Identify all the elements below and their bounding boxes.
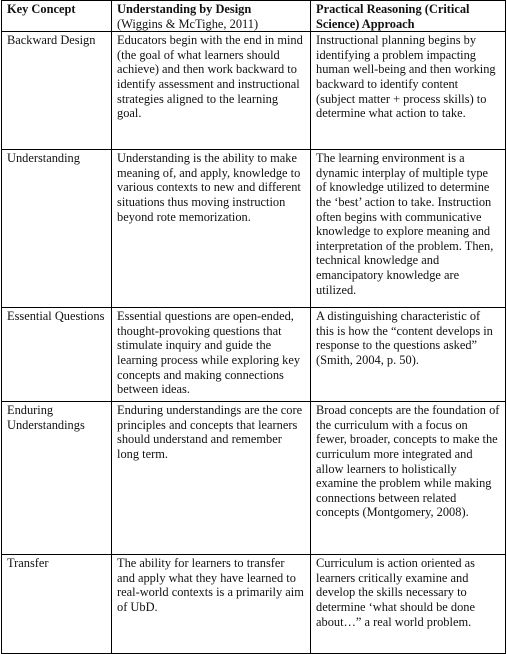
table-row	[2, 308, 506, 402]
practical-reasoning-cell: A distinguishing characteristic of this is how the “content develops in response to the questions asked” (Smith, 2004, p. 50).	[311, 308, 506, 402]
ubd-cell: The ability for learners to transfer and apply what they have learned to real-world contexts is a primarily aim of UbD.	[112, 555, 311, 654]
comparison-table	[1, 0, 506, 654]
practical-reasoning-cell: Instructional planning begins by identifying a problem impacting human well-being and then working backward to identify content (subject matter + process skills) to determine what action to take.	[311, 32, 506, 150]
header-ubd-title: Understanding by Design	[117, 2, 252, 16]
header-practical-reasoning: Practical Reasoning (Critical Science) Approach	[311, 1, 506, 32]
table-row	[2, 555, 506, 654]
practical-reasoning-cell: Curriculum is action oriented as learners critically examine and develop the skills necessary to determine ‘what should be done about…” a real world problem.	[311, 555, 506, 654]
table-row	[2, 150, 506, 308]
concept-cell: Enduring Understandings	[2, 402, 112, 555]
header-understanding-by-design	[112, 1, 311, 32]
ubd-cell: Enduring understandings are the core principles and concepts that learners should understand and remember long term.	[112, 402, 311, 555]
header-key-concept: Key Concept	[2, 1, 112, 32]
concept-cell: Transfer	[2, 555, 112, 654]
ubd-cell: Understanding is the ability to make meaning of, and apply, knowledge to various contexts to new and different situations thus moving instruction beyond rote memorization.	[112, 150, 311, 308]
ubd-cell: Educators begin with the end in mind (the goal of what learners should achieve) and then work backward to identify assessment and instructional strategies aligned to the learning goal.	[112, 32, 311, 150]
table-row	[2, 402, 506, 555]
practical-reasoning-cell: The learning environment is a dynamic interplay of multiple type of knowledge utilized to determine the ‘best’ action to take. Instruction often begins with communicative knowledge to explore meaning and interpretation of the problem. Then, technical knowledge and emancipatory knowledge are utilized.	[311, 150, 506, 308]
concept-cell: Understanding	[2, 150, 112, 308]
concept-cell: Backward Design	[2, 32, 112, 150]
table-row	[2, 32, 506, 150]
table-header-row	[2, 1, 506, 32]
header-ubd-citation: (Wiggins & McTighe, 2011)	[117, 16, 259, 31]
concept-cell: Essential Questions	[2, 308, 112, 402]
ubd-cell: Essential questions are open-ended, thought-provoking questions that stimulate inquiry and guide the learning process while exploring key concepts and making connections between ideas.	[112, 308, 311, 402]
practical-reasoning-cell: Broad concepts are the foundation of the curriculum with a focus on fewer, broader, concepts to make the curriculum more integrated and allow learners to holistically examine the problem while making connections between related concepts (Montgomery, 2008).	[311, 402, 506, 555]
